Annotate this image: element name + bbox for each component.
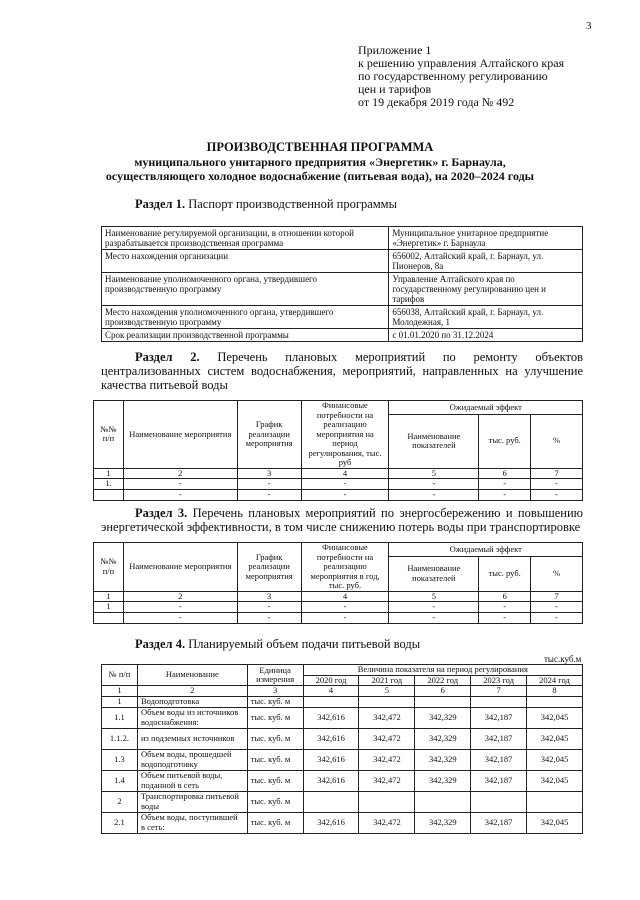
section2-heading [101, 350, 583, 392]
table-cell: - [479, 479, 531, 490]
energy-saving-table [93, 542, 583, 624]
column-number: 8 [527, 686, 583, 697]
column-number: 3 [237, 468, 301, 479]
appendix-line: цен и тарифов [358, 82, 432, 96]
year-header: 2023 год [471, 675, 527, 686]
table-cell: - [123, 479, 237, 490]
col-name-header: Наименование мероприятия [123, 543, 237, 592]
unit-label: тыс.куб.м [544, 654, 582, 664]
row-value: 342,329 [415, 812, 471, 833]
row-value: 342,616 [303, 707, 359, 728]
row-number: 1.1.2. [102, 728, 138, 749]
table-cell [94, 613, 124, 624]
row-value [359, 696, 415, 707]
column-number: 2 [137, 686, 247, 697]
section3-title: Перечень плановых мероприятий по энергосбережению и повышению энергетической эффективности, в том числе снижению потерь воды при транспортировке [101, 506, 584, 534]
column-number: 3 [247, 686, 303, 697]
row-value: 342,616 [303, 770, 359, 791]
column-number: 6 [415, 686, 471, 697]
column-number: 1 [94, 591, 124, 602]
subtitle-line: муниципального унитарного предприятия «Энергетик» г. Барнаула, [134, 155, 506, 169]
passport-value: 656038, Алтайский край, г. Барнаул, ул. Молодежная, 1 [389, 306, 583, 329]
row-unit: тыс. куб. м [247, 728, 303, 749]
section1-label: Раздел 1. [135, 197, 186, 211]
table-cell [94, 490, 124, 501]
col-indicator-header: Наименование показателей [389, 414, 479, 468]
table-cell: - [301, 602, 389, 613]
row-name: Объем воды из источников водоснабжения: [137, 707, 247, 728]
column-number: 2 [123, 591, 237, 602]
table-cell: - [301, 479, 389, 490]
col-rub-header: тыс. руб. [479, 414, 531, 468]
col-percent-header: % [531, 557, 583, 592]
section4-heading [135, 637, 420, 651]
column-number: 4 [301, 591, 389, 602]
col-schedule-header: График реализации мероприятия [237, 543, 301, 592]
row-value: 342,472 [359, 707, 415, 728]
appendix-line: по государственному регулированию [358, 69, 548, 83]
table-cell: 1. [94, 479, 124, 490]
row-value: 342,045 [527, 749, 583, 770]
section4-title: Планируемый объем подачи питьевой воды [188, 637, 421, 651]
row-number: 1.1 [102, 707, 138, 728]
row-value [303, 696, 359, 707]
passport-key: Наименование уполномоченного органа, утвердившего производственную программу [102, 273, 389, 306]
row-value: 342,329 [415, 728, 471, 749]
column-number: 6 [479, 468, 531, 479]
table-cell: - [531, 490, 583, 501]
column-number: 1 [94, 468, 124, 479]
row-value: 342,472 [359, 812, 415, 833]
col-finance-header: Финансовые потребности на реализацию мероприятия в год, тыс. руб. [301, 543, 389, 592]
row-name: из подземных источников [137, 728, 247, 749]
passport-key: Наименование регулируемой организации, в отношении которой разрабатывается производственная программа [102, 227, 389, 250]
column-number: 3 [237, 591, 301, 602]
column-number: 7 [531, 468, 583, 479]
appendix-line: Приложение 1 [358, 43, 432, 57]
section4-label: Раздел 4. [135, 637, 186, 651]
table-cell: - [237, 479, 301, 490]
table-row [94, 602, 583, 613]
passport-row [102, 329, 583, 342]
column-number: 5 [389, 468, 479, 479]
section2-title: Перечень плановых мероприятий по ремонту объектов централизованных систем водоснабжения, мероприятий, направленных на улучшение качества питьевой воды [101, 350, 583, 392]
row-value [415, 791, 471, 812]
col-effect-header: Ожидаемый эффект [389, 401, 583, 415]
table-row [102, 696, 583, 707]
table-row [94, 613, 583, 624]
table-cell: - [301, 490, 389, 501]
passport-row [102, 227, 583, 250]
table-row [102, 707, 583, 728]
table-row [94, 479, 583, 490]
row-value: 342,187 [471, 770, 527, 791]
appendix-block [358, 44, 564, 109]
row-value: 342,045 [527, 728, 583, 749]
row-value: 342,329 [415, 707, 471, 728]
table-cell: - [479, 602, 531, 613]
row-value: 342,187 [471, 728, 527, 749]
table-row [94, 490, 583, 501]
passport-row [102, 306, 583, 329]
table-cell: - [389, 602, 479, 613]
row-name: Водоподготовка [137, 696, 247, 707]
table-cell: - [389, 613, 479, 624]
column-number-row [102, 686, 583, 697]
table-row [102, 770, 583, 791]
table-cell: - [531, 613, 583, 624]
table-cell: - [389, 479, 479, 490]
document-title: ПРОИЗВОДСТВЕННАЯ ПРОГРАММА [206, 140, 434, 154]
row-value: 342,045 [527, 770, 583, 791]
row-value: 342,616 [303, 728, 359, 749]
passport-key: Срок реализации производственной программы [102, 329, 389, 342]
row-name: Транспортировка питьевой воды [137, 791, 247, 812]
table-cell: - [237, 613, 301, 624]
row-value: 342,472 [359, 728, 415, 749]
section1-title: Паспорт производственной программы [188, 197, 397, 211]
appendix-line: к решению управления Алтайского края [358, 56, 565, 70]
section2-label: Раздел 2. [135, 350, 200, 364]
col-rub-header: тыс. руб. [479, 557, 531, 592]
row-value: 342,045 [527, 707, 583, 728]
column-number: 5 [389, 591, 479, 602]
passport-table [101, 226, 583, 342]
row-number: 1 [102, 696, 138, 707]
row-number: 1.3 [102, 749, 138, 770]
row-value [303, 791, 359, 812]
column-number: 5 [359, 686, 415, 697]
col-num-header: № п/п [102, 665, 138, 686]
row-unit: тыс. куб. м [247, 707, 303, 728]
row-value [527, 696, 583, 707]
passport-value: Управление Алтайского края по государственному регулированию цен и тарифов [389, 273, 583, 306]
document-subtitle [0, 155, 640, 183]
row-value: 342,616 [303, 749, 359, 770]
row-name: Объем воды, поступившей в сеть: [137, 812, 247, 833]
row-value: 342,616 [303, 812, 359, 833]
row-number: 2.1 [102, 812, 138, 833]
table-cell: - [123, 613, 237, 624]
column-number-row [94, 468, 583, 479]
section3-heading [101, 506, 583, 534]
row-value: 342,329 [415, 770, 471, 791]
col-name-header: Наименование [137, 665, 247, 686]
row-value [471, 696, 527, 707]
section1-heading [135, 197, 397, 211]
row-value [471, 791, 527, 812]
col-finance-header: Финансовые потребности на реализацию мероприятия на период регулирования, тыс. руб [301, 401, 389, 469]
column-number-row [94, 591, 583, 602]
column-number: 7 [531, 591, 583, 602]
year-header: 2020 год [303, 675, 359, 686]
repair-measures-table [93, 400, 583, 501]
appendix-line: от 19 декабря 2019 года № 492 [358, 95, 515, 109]
table-cell: - [237, 490, 301, 501]
col-indicator-header: Наименование показателей [389, 557, 479, 592]
table-cell: - [301, 613, 389, 624]
row-unit: тыс. куб. м [247, 812, 303, 833]
row-value: 342,187 [471, 707, 527, 728]
column-number: 4 [301, 468, 389, 479]
table-cell: - [479, 490, 531, 501]
table-cell: - [237, 602, 301, 613]
col-effect-header: Ожидаемый эффект [389, 543, 583, 557]
passport-row [102, 250, 583, 273]
column-number: 1 [102, 686, 138, 697]
row-name: Объем питьевой воды, поданной в сеть [137, 770, 247, 791]
table-row [102, 749, 583, 770]
passport-value: с 01.01.2020 по 31.12.2024 [389, 329, 583, 342]
col-name-header: Наименование мероприятия [123, 401, 237, 469]
subtitle-line: осуществляющего холодное водоснабжение (питьевая вода), на 2020–2024 годы [105, 169, 535, 183]
row-name: Объем воды, прошедшей водоподготовку [137, 749, 247, 770]
row-value: 342,472 [359, 770, 415, 791]
table-cell: - [479, 613, 531, 624]
table-cell: - [531, 479, 583, 490]
column-number: 4 [303, 686, 359, 697]
passport-key: Место нахождения организации [102, 250, 389, 273]
col-num-header: №№ п/п [94, 543, 124, 592]
row-value: 342,187 [471, 749, 527, 770]
passport-value: 656002, Алтайский край, г. Барнаул, ул. Пионеров, 8а [389, 250, 583, 273]
passport-key: Место нахождения уполномоченного органа, утвердившего производственную программу [102, 306, 389, 329]
row-value [359, 791, 415, 812]
table-row [102, 812, 583, 833]
water-volume-table [101, 664, 583, 834]
row-unit: тыс. куб. м [247, 696, 303, 707]
table-cell: - [389, 490, 479, 501]
year-header: 2022 год [415, 675, 471, 686]
row-unit: тыс. куб. м [247, 749, 303, 770]
passport-row [102, 273, 583, 306]
col-unit-header: Единица измерения [247, 665, 303, 686]
table-cell: - [123, 602, 237, 613]
page-number: 3 [586, 20, 592, 32]
row-number: 1.4 [102, 770, 138, 791]
column-number: 7 [471, 686, 527, 697]
col-period-header: Величина показателя на период регулирования [303, 665, 582, 676]
section3-label: Раздел 3. [135, 506, 188, 520]
row-value: 342,329 [415, 749, 471, 770]
col-num-header: №№ п/п [94, 401, 124, 469]
passport-value: Муниципальное унитарное предприятие «Энергетик» г. Барнаула [389, 227, 583, 250]
column-number: 2 [123, 468, 237, 479]
row-value: 342,187 [471, 812, 527, 833]
row-value [415, 696, 471, 707]
year-header: 2024 год [527, 675, 583, 686]
col-percent-header: % [531, 414, 583, 468]
row-value: 342,472 [359, 749, 415, 770]
table-row [102, 728, 583, 749]
table-row [102, 791, 583, 812]
row-unit: тыс. куб. м [247, 791, 303, 812]
table-cell: - [531, 602, 583, 613]
column-number: 6 [479, 591, 531, 602]
row-value [527, 791, 583, 812]
year-header: 2021 год [359, 675, 415, 686]
row-value: 342,045 [527, 812, 583, 833]
row-unit: тыс. куб. м [247, 770, 303, 791]
table-cell: - [123, 490, 237, 501]
table-cell: 1 [94, 602, 124, 613]
col-schedule-header: График реализации мероприятия [237, 401, 301, 469]
row-number: 2 [102, 791, 138, 812]
